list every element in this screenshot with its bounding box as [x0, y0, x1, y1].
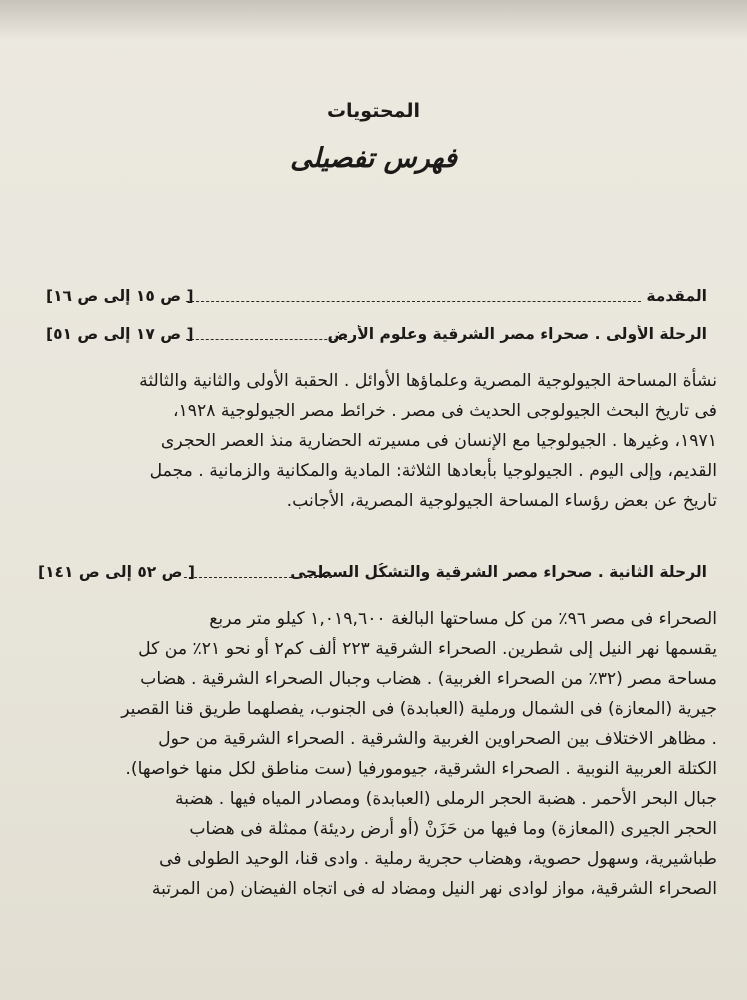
toc-entry-title: الرحلة الأولى . صحراء مصر الشرقية وعلوم الأرض [327, 325, 707, 343]
summary-line: الصحراء فى مصر ٩٦٪ من كل مساحتها البالغة ١,٠١٩,٦٠٠ كيلو متر مربع [209, 609, 717, 629]
toc-entry-pages: [ ص ٥٢ إلى ص ١٤١] [38, 563, 195, 581]
toc-entry-title: الرحلة الثانية . صحراء مصر الشرقية والتشكُل السطحى [290, 563, 707, 581]
summary-line: طباشيرية، وسهول حصوية، وهضاب حجرية رملية . وادى قنا، الوحيد الطولى فى [159, 849, 717, 869]
toc-entry-title: المقدمة [646, 287, 707, 305]
summary-line: . مظاهر الاختلاف بين الصحراوين الغربية والشرقية . الصحراء الشرقية من حول [158, 729, 717, 749]
toc-leader-dots [186, 325, 347, 340]
summary-line: تاريخ عن بعض رؤساء المساحة الجيولوجية المصرية، الأجانب. [286, 491, 717, 511]
summary-line: ١٩٧١، وغيرها . الجيولوجيا مع الإنسان فى مسيرته الحضارية منذ العصر الحجرى [160, 431, 717, 451]
section-one-summary [22, 366, 717, 516]
summary-line: الكتلة العربية النوبية . الصحراء الشرقية، جيومورفيا (ست مناطق لكل منها خواصها). [125, 759, 717, 779]
toc-entry-pages: [ ص ١٥ إلى ص ١٦] [46, 287, 194, 305]
section-two-summary [22, 604, 717, 904]
detailed-index-heading: فهرس تفصيلى [290, 143, 457, 174]
summary-line: جبال البحر الأحمر . هضبة الحجر الرملى (العبابدة) ومصادر المياه فيها . هضبة [174, 789, 717, 809]
toc-entry-pages: [ ص ١٧ إلى ص ٥١] [46, 325, 194, 343]
contents-heading: المحتويات [326, 100, 421, 122]
summary-line: يقسمها نهر النيل إلى شطرين. الصحراء الشرقية ٢٢٣ ألف كم٢ أو نحو ٢١٪ من كل [138, 639, 717, 659]
toc-leader-dots [186, 287, 641, 302]
toc-entry-first-journey [36, 325, 707, 351]
summary-line: القديم، وإلى اليوم . الجيولوجيا بأبعادها الثلاثة: المادية والمكانية والزمانية . مجمل [149, 461, 717, 481]
summary-line: نشأة المساحة الجيولوجية المصرية وعلماؤها الأوائل . الحقبة الأولى والثانية والثالثة [139, 371, 717, 391]
toc-entry-introduction [36, 287, 707, 313]
summary-line: الحجر الجيرى (المعازة) وما فيها من حَزَنْ (أو أرض رديئة) ممثلة فى هضاب [189, 819, 717, 839]
summary-line: جيرية (المعازة) فى الشمال ورملية (العبابدة) فى الجنوب، يفصلهما طريق قنا القصير [121, 699, 717, 719]
page-edge-shadow [0, 0, 747, 40]
summary-line: الصحراء الشرقية، مواز لوادى نهر النيل ومضاد له فى اتجاه الفيضان (من المرتبة [151, 879, 717, 899]
summary-line: فى تاريخ البحث الجيولوجى الحديث فى مصر . خرائط مصر الجيولوجية ١٩٢٨، [172, 401, 717, 421]
toc-entry-second-journey [36, 563, 707, 589]
summary-line: مساحة مصر (٣٢٪ من الصحراء الغربية) . هضاب وجبال الصحراء الشرقية . هضاب [140, 669, 717, 689]
toc-leader-dots [184, 563, 332, 578]
